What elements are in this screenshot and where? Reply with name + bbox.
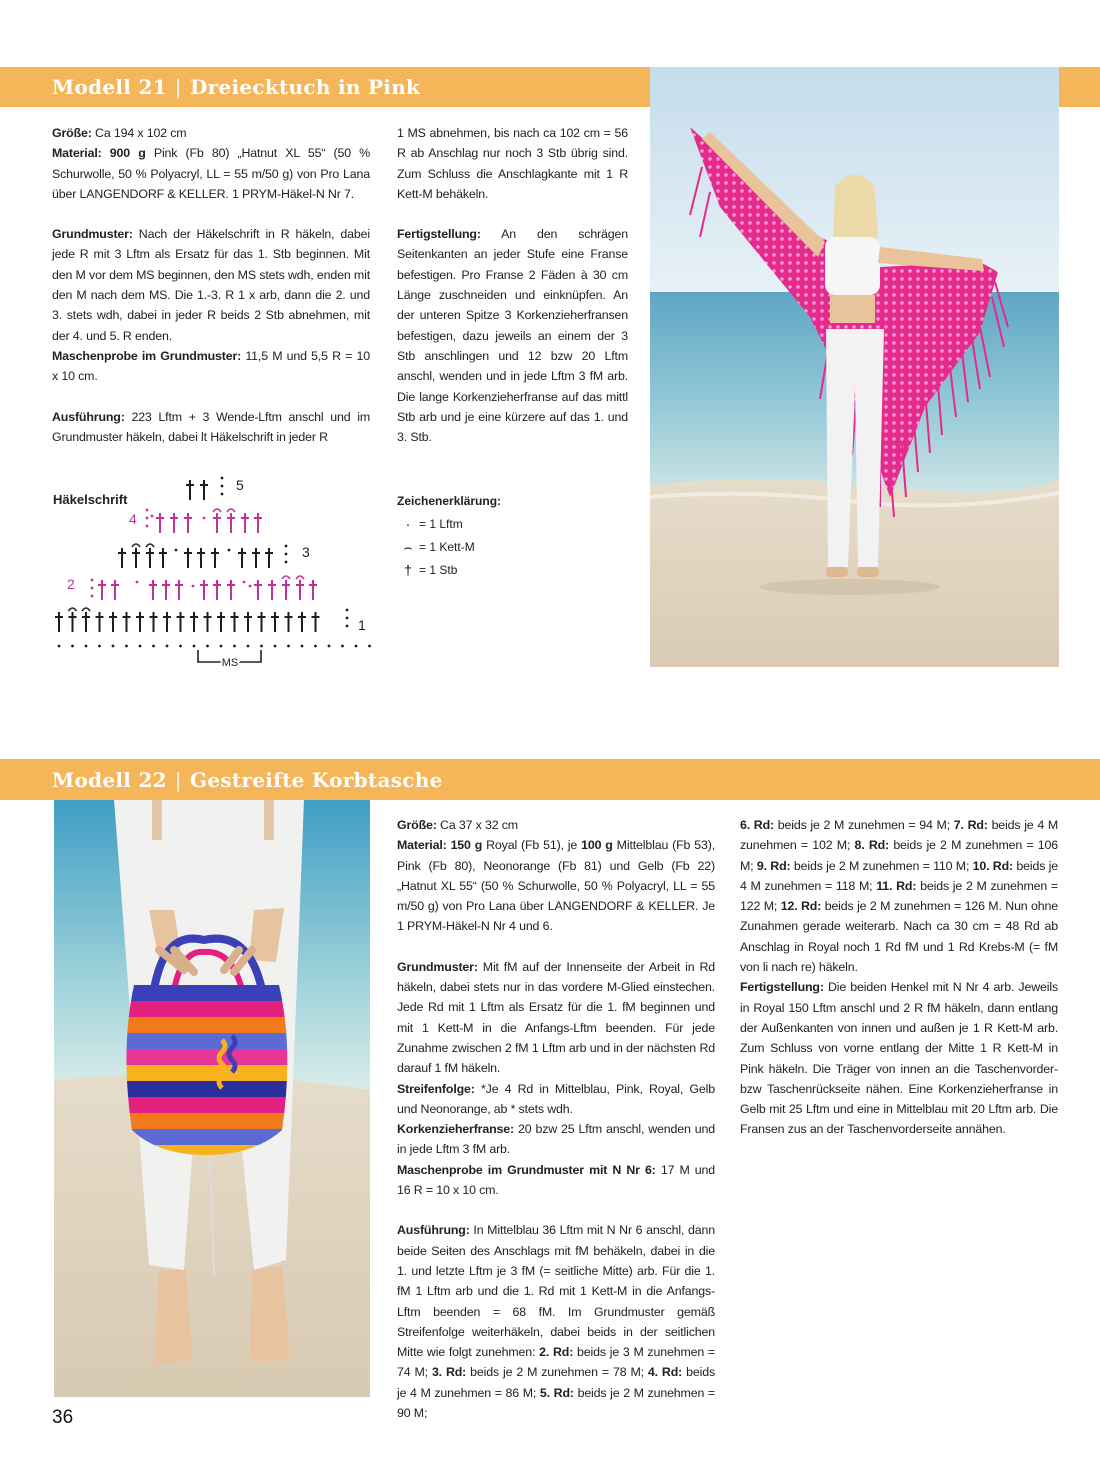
chain-stitch-symbol	[98, 645, 101, 648]
model22-rd10-label: 10. Rd:	[972, 858, 1013, 873]
chain-stitch-symbol	[228, 549, 231, 552]
slip-stitch-symbol	[296, 576, 304, 579]
double-crochet-symbol	[227, 513, 235, 533]
model22-ausfuehrung-label: Ausführung:	[397, 1223, 470, 1238]
chain-stitch-symbol	[260, 645, 263, 648]
model21-photo	[650, 67, 1059, 667]
chain-stitch-symbol	[91, 579, 94, 582]
chart-row-label-3: 3	[302, 544, 310, 560]
chain-stitch-symbol	[203, 517, 206, 520]
model22-rd6-text: beids je 2 M zunehmen = 94 M;	[777, 818, 950, 832]
double-crochet-symbol	[55, 612, 63, 632]
double-crochet-symbol	[162, 580, 170, 600]
double-crochet-symbol	[312, 612, 320, 632]
double-crochet-symbol	[69, 612, 77, 632]
chain-stitch-symbol	[146, 517, 149, 520]
double-crochet-symbol	[118, 548, 126, 568]
chain-stitch-symbol	[91, 587, 94, 590]
chain-stitch-symbol	[301, 645, 304, 648]
model22-column-2	[397, 815, 715, 1423]
model22-rd12-label: 12. Rd:	[780, 899, 822, 914]
chain-stitch-symbol	[346, 625, 349, 628]
model22-ausfuehrung	[397, 1220, 715, 1423]
slip-stitch-symbol	[146, 544, 154, 547]
double-crochet-symbol	[200, 580, 208, 600]
legend-text: = 1 Stb	[419, 563, 458, 577]
model22-rd5-text: beids je 2 M zunehmen = 90 M;	[397, 1385, 715, 1421]
model22-rd11-label: 11. Rd:	[876, 878, 917, 893]
page-number: 36	[52, 1407, 74, 1428]
model21-grundmuster	[52, 224, 370, 346]
model22-groesse	[397, 815, 715, 835]
double-crochet-symbol	[184, 548, 192, 568]
model22-heading: Modell 22 | Gestreifte Korbtasche	[52, 768, 443, 792]
model22-label: Modell 22	[52, 768, 167, 792]
model21-groesse-text: Ca 194 x 102 cm	[95, 126, 187, 140]
double-crochet-symbol	[213, 580, 221, 600]
model22-rd6-label: 6. Rd:	[740, 818, 774, 832]
double-crochet-symbol	[298, 612, 306, 632]
model22-rd4-text: beids je 4 M zunehmen = 86 M;	[397, 1365, 715, 1400]
double-crochet-symbol	[186, 480, 194, 500]
double-crochet-symbol	[177, 612, 185, 632]
model21-groesse-label: Größe:	[52, 126, 92, 140]
model22-grundmuster-text: Mit fM auf der Innenseite der Arbeit in Rd häkeln, dabei stets nur in das vordere M-Glied einstechen. Jede Rd mit 1 Lftm als Ersatz für die 1. fM beginnen und mit 1 Kett-M in die Anfangs-Lftm beenden. Für jede Zunahme zwischen 2 fM 1 Lftm arb und in der nächsten Rd darauf 1 fM häkeln.	[397, 959, 715, 1076]
model21-maschenprobe	[52, 346, 370, 387]
model21-fertig-label: Fertigstellung:	[397, 227, 481, 242]
model22-korkenzieherfranse	[397, 1119, 715, 1160]
chain-stitch-symbol	[287, 645, 290, 648]
model22-ausfuehrung-text: In Mittelblau 36 Lftm mit N Nr 6 anschl, dann beide Seiten des Anschlags mit fM behäkeln, dabei in die 1. und letzte Lftm je 3 fM (= seitliche Mitte) arb. Für die 1. fM 1 Lftm arb und die 1. Rd mit 1 Kett-M in die Anfangs-Lftm beenden = 68 fM. Im Grundmuster gemäß Streifenfolge weiterhäkeln, dabei beids in der seitlichen Mitte wie folgt zunehmen:	[397, 1223, 716, 1360]
model22-material-text-2: Mittelblau (Fb 53), Pink (Fb 80), Neonorange (Fb 81) und Gelb (Fb 22) „Hatnut XL 55“ (50 % Schurwolle, 50 % Polyacryl, LL = 55 m/50 g) von Pro Lana über LANGENDORF & KELLER. Je 1 PRYM-Häkel-N Nr 4 und 6.	[397, 838, 715, 934]
chain-stitch-symbol	[368, 645, 371, 648]
model22-groesse-label: Größe:	[397, 818, 437, 832]
legend-text: = 1 Kett-M	[419, 540, 475, 554]
chain-stitch-symbol	[146, 509, 149, 512]
model22-rd2-text: beids je 3 M zunehmen = 74 M;	[397, 1345, 715, 1380]
double-crochet-icon: †	[404, 562, 412, 578]
model21-groesse	[52, 123, 370, 143]
model21-fertigstellung	[397, 224, 628, 447]
slip-stitch-symbol	[213, 509, 221, 512]
model22-rd9-text: beids je 2 M zunehmen = 110 M;	[793, 858, 970, 873]
double-crochet-symbol	[241, 513, 249, 533]
double-crochet-symbol	[175, 580, 183, 600]
double-crochet-symbol	[282, 580, 290, 600]
double-crochet-symbol	[136, 612, 144, 632]
model22-rd10-text: beids je 4 M zunehmen = 118 M;	[740, 858, 1058, 893]
model21-grundmuster-label: Grundmuster:	[52, 227, 133, 242]
model21-ausfuehrung	[52, 407, 370, 448]
model22-korken-label: Korkenzieherfranse:	[397, 1122, 514, 1137]
slip-stitch-symbol	[82, 608, 90, 611]
model21-material-text: Pink (Fb 80) „Hatnut XL 55“ (50 % Schurwolle, 50 % Polyacryl, LL = 55 m/50 g) von Pro Lana über LANGENDORF & KELLER. 1 PRYM-Häkel-N Nr 7.	[52, 146, 370, 201]
chain-stitch-symbol	[91, 595, 94, 598]
chain-stitch-symbol	[221, 485, 224, 488]
double-crochet-symbol	[132, 548, 140, 568]
chain-stitch-icon: ·	[405, 516, 411, 532]
chain-stitch-symbol	[166, 645, 169, 648]
model22-rd7-label: 7. Rd:	[953, 818, 988, 832]
legend-item	[397, 559, 501, 582]
double-crochet-symbol	[197, 548, 205, 568]
chain-stitch-symbol	[179, 645, 182, 648]
chart-row-label-1: 1	[358, 617, 366, 633]
chart-row-label-2: 2	[67, 576, 75, 592]
chain-stitch-symbol	[247, 645, 250, 648]
double-crochet-symbol	[254, 513, 262, 533]
double-crochet-symbol	[96, 612, 104, 632]
model21-label: Modell 21	[52, 75, 167, 99]
chain-stitch-symbol	[285, 561, 288, 564]
model21-continuation: 1 MS abnehmen, bis nach ca 102 cm = 56 R ab Anschlag nur noch 3 Stb übrig sind. Zum Schluss die Anschlagkante mit 1 R Kett-M behäkeln.	[397, 126, 628, 201]
slip-stitch-symbol	[132, 544, 140, 547]
double-crochet-symbol	[285, 612, 293, 632]
chain-stitch-symbol	[146, 525, 149, 528]
model21-photo-illustration	[650, 67, 1059, 667]
double-crochet-symbol	[231, 612, 239, 632]
chain-stitch-symbol	[341, 645, 344, 648]
model22-grundmuster-label: Grundmuster:	[397, 959, 478, 974]
model22-rd3-label: 3. Rd:	[431, 1365, 467, 1380]
model21-fertig-text: An den schrägen Seitenkanten an jeder Stufe eine Franse befestigen. Pro Franse 2 Fäden à 30 cm Länge zuschneiden und einknüpfen. An der unteren Spitze 3 Korkenzieherfransen befestigen, dazu jeweils an einem der 3 Stb anschlingen und 12 bzw 20 Lftm anschl, wenden und in jede Lftm 3 fM arb. Die lange Korkenzieherfranse auf das mittl Stb arb und je eine kürzere auf das 1. und 3. Stb.	[397, 227, 628, 445]
double-crochet-symbol	[244, 612, 252, 632]
chain-stitch-symbol	[151, 515, 154, 518]
chain-stitch-symbol	[136, 581, 139, 584]
chain-stitch-symbol	[346, 609, 349, 612]
model22-rd8-text: beids je 2 M zunehmen = 106 M;	[740, 838, 1059, 873]
legend-title: Zeichenerklärung:	[397, 494, 502, 508]
model21-title: Dreiecktuch in Pink	[189, 75, 421, 99]
chart-legend	[397, 490, 501, 582]
double-crochet-symbol	[190, 612, 198, 632]
double-crochet-symbol	[227, 580, 235, 600]
slip-stitch-icon: ⌢	[403, 539, 413, 555]
chart-row-label-5: 5	[236, 477, 244, 493]
chain-stitch-symbol	[274, 645, 277, 648]
slip-stitch-symbol	[227, 509, 235, 512]
double-crochet-symbol	[156, 513, 164, 533]
model21-column-2	[397, 123, 628, 447]
double-crochet-symbol	[211, 548, 219, 568]
chain-stitch-symbol	[220, 645, 223, 648]
chain-stitch-symbol	[328, 645, 331, 648]
model21-material	[52, 143, 370, 204]
model22-rd12-text: beids je 2 M zunehmen = 126 M. Nun ohne Zunahmen gerade weiterarb. Nach ca 30 cm = 48 Rd ab Anschlag in Royal noch 1 Rd fM und 1 Rd Krebs-M (= fM von li nach re) häkeln.	[740, 899, 1059, 975]
double-crochet-symbol	[149, 580, 157, 600]
chart-title: Häkelschrift	[53, 492, 128, 507]
model22-rd9-label: 9. Rd:	[756, 858, 791, 873]
model21-title-band-right	[1059, 67, 1100, 107]
model22-streifen-text: *Je 4 Rd in Mittelblau, Pink, Royal, Gelb und Neonorange, ab * stets wdh.	[397, 1081, 715, 1116]
model22-rd5-label: 5. Rd:	[539, 1385, 574, 1400]
double-crochet-symbol	[213, 513, 221, 533]
model22-groesse-text: Ca 37 x 32 cm	[440, 818, 518, 832]
chain-stitch-symbol	[285, 545, 288, 548]
double-crochet-symbol	[265, 548, 273, 568]
model21-material-amount: 900 g	[109, 146, 146, 161]
chain-stitch-symbol	[175, 549, 178, 552]
double-crochet-symbol	[296, 580, 304, 600]
model21-heading: Modell 21 | Dreiecktuch in Pink	[52, 75, 421, 99]
chain-stitch-symbol	[314, 645, 317, 648]
model22-streifen-label: Streifenfolge:	[397, 1081, 475, 1096]
model21-maschenprobe-text: 11,5 M und 5,5 R = 10 x 10 cm.	[52, 348, 370, 384]
double-crochet-symbol	[111, 580, 119, 600]
double-crochet-symbol	[82, 612, 90, 632]
legend-text: = 1 Lftm	[419, 517, 463, 531]
double-crochet-symbol	[146, 548, 154, 568]
chain-stitch-symbol	[355, 645, 358, 648]
double-crochet-symbol	[238, 548, 246, 568]
model22-fertigstellung	[740, 977, 1058, 1139]
model22-material-amount-1: 150 g	[450, 838, 483, 853]
model21-ausfuehrung-label: Ausführung:	[52, 409, 125, 424]
model22-rounds	[740, 815, 1058, 977]
chain-stitch-symbol	[243, 581, 246, 584]
double-crochet-symbol	[170, 513, 178, 533]
model22-title: Gestreifte Korbtasche	[189, 768, 443, 792]
model22-material-label: Material:	[397, 838, 447, 853]
double-crochet-symbol	[109, 612, 117, 632]
model22-maschenprobe	[397, 1160, 715, 1201]
double-crochet-symbol	[123, 612, 131, 632]
legend-item	[397, 513, 501, 536]
double-crochet-symbol	[217, 612, 225, 632]
chain-stitch-symbol	[249, 585, 252, 588]
model22-rd11-text: beids je 2 M zunehmen = 122 M;	[740, 878, 1059, 914]
model21-column-1	[52, 123, 370, 447]
double-crochet-symbol	[98, 580, 106, 600]
model22-rd4-label: 4. Rd:	[647, 1365, 683, 1380]
model22-rd3-text: beids je 2 M zunehmen = 78 M;	[470, 1365, 644, 1380]
double-crochet-symbol	[268, 580, 276, 600]
chain-stitch-symbol	[192, 585, 195, 588]
double-crochet-symbol	[163, 612, 171, 632]
double-crochet-symbol	[184, 513, 192, 533]
model22-rd8-label: 8. Rd:	[854, 838, 890, 853]
model21-material-label: Material:	[52, 146, 102, 161]
chart-repeat-label: MS	[221, 657, 239, 669]
double-crochet-symbol	[252, 548, 260, 568]
model21-maschenprobe-label: Maschenprobe im Grundmuster:	[52, 348, 242, 363]
model22-maschenprobe-label: Maschenprobe im Grundmuster mit N Nr 6:	[397, 1162, 656, 1177]
chain-stitch-symbol	[139, 645, 142, 648]
chain-stitch-symbol	[221, 493, 224, 496]
double-crochet-symbol	[150, 612, 158, 632]
model22-photo-illustration	[54, 800, 370, 1397]
chain-stitch-symbol	[71, 645, 74, 648]
chart-row-label-4: 4	[129, 511, 137, 527]
chain-stitch-symbol	[193, 645, 196, 648]
model22-fertig-label: Fertigstellung:	[740, 980, 824, 995]
model22-streifenfolge	[397, 1079, 715, 1120]
double-crochet-symbol	[258, 612, 266, 632]
chain-stitch-symbol	[346, 617, 349, 620]
model22-korken-text: 20 bzw 25 Lftm anschl, wenden und in jede Lftm 3 fM arb.	[397, 1122, 715, 1157]
model22-rd2-label: 2. Rd:	[539, 1345, 574, 1360]
model22-material-amount-2: 100 g	[581, 838, 613, 853]
slip-stitch-symbol	[282, 576, 290, 579]
double-crochet-symbol	[204, 612, 212, 632]
model22-column-3	[740, 815, 1058, 1140]
double-crochet-symbol	[200, 480, 208, 500]
slip-stitch-symbol	[69, 608, 77, 611]
model21-grundmuster-text: Nach der Häkelschrift in R häkeln, dabei jede R mit 3 Lftm als Ersatz für das 1. Stb beginnen. Mit den M vor dem MS beginnen, den MS stets wdh, enden mit den M nach dem MS. Die 1.-3. R 1 x arb, dann die 2. und 3. stets wdh, dabei in jeder R beids 2 Stb abnehmen, mit der 4. und 5. R enden.	[52, 227, 370, 343]
legend-item	[397, 536, 501, 559]
model22-photo	[54, 800, 370, 1397]
chain-stitch-symbol	[58, 645, 61, 648]
chain-stitch-symbol	[85, 645, 88, 648]
model21-ausfuehrung-text: 223 Lftm + 3 Wende-Lftm anschl und im Grundmuster häkeln, dabei lt Häkelschrift in jeder R	[52, 409, 370, 444]
model22-material-text-1: Royal (Fb 51), je	[486, 838, 578, 853]
model22-rd7-text: beids je 4 M zunehmen = 102 M;	[740, 818, 1058, 853]
model22-maschenprobe-text: 17 M und 16 R = 10 x 10 cm.	[397, 1162, 716, 1198]
model22-fertig-text: Die beiden Henkel mit N Nr 4 arb. Jeweils in Royal 150 Lftm anschl und 2 R fM häkeln, dann entlang der Außenkanten von innen und außen je 1 R Kett-M arb. Zum Schluss von vorne entlang der Mitte 1 R Kett-M in Pink häkeln. Die Träger von innen an die Taschenvorder- bzw Taschenrückseite nähen. Eine Korkenzieherfranse in Gelb mit 25 Lftm und eine in Mittelblau mit 20 Lftm arb. Die Fransen zus an der Taschenvorderseite annähen.	[740, 980, 1058, 1137]
chain-stitch-symbol	[206, 645, 209, 648]
double-crochet-symbol	[159, 548, 167, 568]
double-crochet-symbol	[254, 580, 262, 600]
chain-stitch-symbol	[112, 645, 115, 648]
chain-stitch-symbol	[221, 477, 224, 480]
chain-stitch-symbol	[125, 645, 128, 648]
chain-stitch-symbol	[152, 645, 155, 648]
crochet-chart	[40, 470, 390, 675]
chain-stitch-symbol	[285, 553, 288, 556]
double-crochet-symbol	[309, 580, 317, 600]
model22-grundmuster	[397, 957, 715, 1079]
chain-stitch-symbol	[233, 645, 236, 648]
double-crochet-symbol	[271, 612, 279, 632]
model22-material	[397, 835, 715, 936]
